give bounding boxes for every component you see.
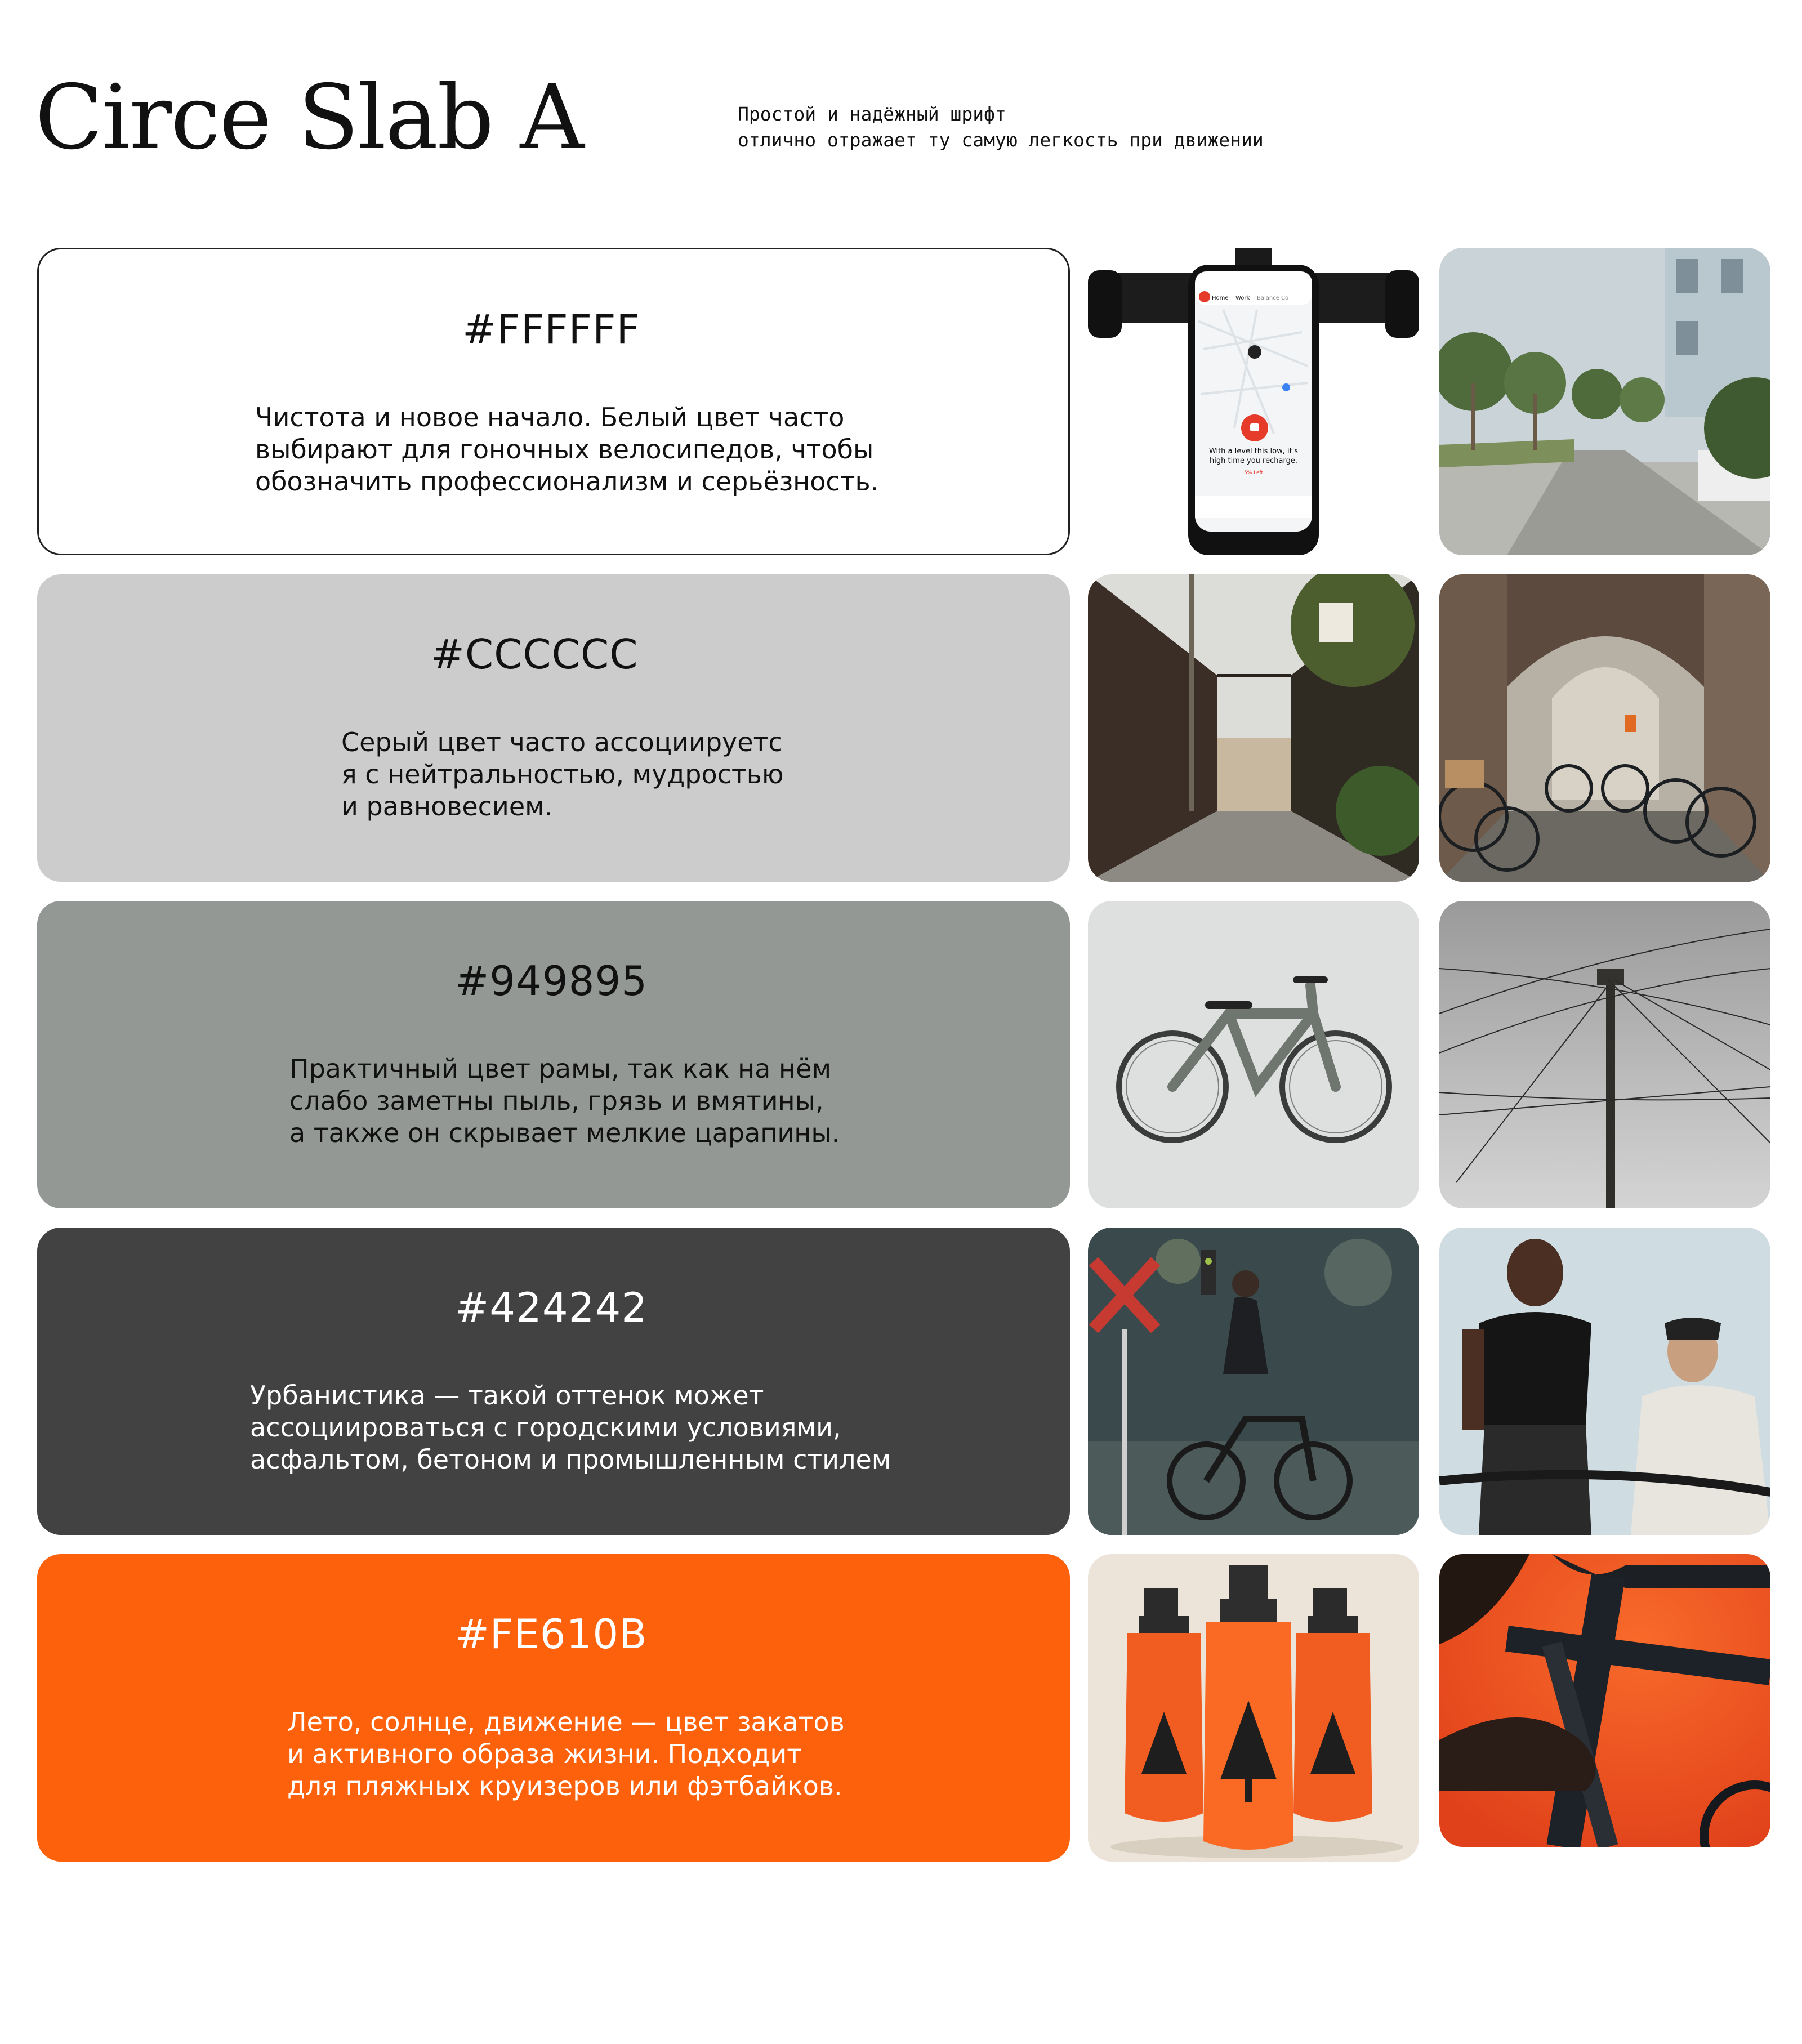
description-line: слабо заметны пыль, грязь и вмятины, bbox=[289, 1086, 824, 1116]
description-line: Практичный цвет рамы, так как на нём bbox=[289, 1054, 832, 1084]
swatch-hex: #FFFFFF bbox=[462, 306, 640, 353]
swatch-description bbox=[250, 1380, 891, 1476]
rider-orange-backdrop-photo bbox=[1439, 1554, 1770, 1847]
swatch-description bbox=[287, 1706, 845, 1802]
swatch-hex: #FE610B bbox=[455, 1610, 648, 1658]
page-title: Circe Slab A bbox=[35, 66, 583, 169]
palm-street-photo bbox=[1439, 248, 1770, 555]
night-cyclist-photo bbox=[1088, 1228, 1419, 1535]
description-line: Серый цвет часто ассоциируетс bbox=[341, 727, 783, 757]
description-line: а также он скрывает мелкие царапины. bbox=[289, 1118, 840, 1148]
description-line: и активного образа жизни. Подходит bbox=[287, 1739, 802, 1769]
arcade-bicycles-photo bbox=[1439, 574, 1770, 882]
description-line: Лето, солнце, движение — цвет закатов bbox=[287, 1707, 845, 1737]
description-line: ассоциироваться с городскими условиями, bbox=[250, 1412, 841, 1443]
description-line: я с нейтральностью, мудростью bbox=[341, 759, 784, 789]
tagline-line: отлично отражает ту самую легкость при движении bbox=[738, 129, 1264, 151]
swatch-card-light-gray bbox=[37, 574, 1070, 882]
description-line: обозначить профессионализм и серьёзность. bbox=[255, 466, 879, 497]
phone-message-line: With a level this low, it's bbox=[1208, 447, 1299, 456]
swatch-card-orange bbox=[37, 1554, 1070, 1862]
gray-ebike-photo bbox=[1088, 901, 1419, 1208]
phone-tab-other: Balance Co bbox=[1257, 295, 1289, 301]
swatch-description bbox=[289, 1053, 840, 1149]
phone-on-handlebar-photo bbox=[1088, 248, 1419, 555]
swatch-card-sage-gray bbox=[37, 901, 1070, 1208]
description-line: Чистота и новое начало. Белый цвет часто bbox=[255, 402, 845, 432]
swatch-description bbox=[341, 726, 784, 823]
phone-message-line: high time you recharge. bbox=[1210, 457, 1297, 465]
description-line: выбирают для гоночных велосипедов, чтобы bbox=[255, 434, 874, 465]
description-line: для пляжных круизеров или фэтбайков. bbox=[287, 1771, 842, 1801]
phone-tab-work: Work bbox=[1235, 295, 1250, 301]
description-line: и равновесием. bbox=[341, 791, 553, 822]
description-line: асфальтом, бетоном и промышленным стилем bbox=[250, 1444, 891, 1475]
tagline bbox=[738, 101, 1413, 153]
swatch-hex: #CCCCCC bbox=[430, 631, 639, 678]
swatch-card-dark-gray bbox=[37, 1228, 1070, 1535]
description-line: Урбанистика — такой оттенок может bbox=[250, 1380, 764, 1411]
swatch-card-white bbox=[37, 248, 1070, 555]
two-riders-photo bbox=[1439, 1228, 1770, 1535]
kyoto-alley-photo bbox=[1088, 574, 1419, 882]
swatch-hex: #949895 bbox=[454, 957, 648, 1005]
power-lines-photo bbox=[1439, 901, 1770, 1208]
orange-bottles-photo bbox=[1088, 1554, 1419, 1862]
swatch-description bbox=[255, 401, 878, 498]
phone-tab-home: Home bbox=[1212, 295, 1229, 301]
phone-battery-text: 5% Left bbox=[1243, 470, 1264, 476]
tagline-line: Простой и надёжный шрифт bbox=[738, 103, 1006, 125]
swatch-hex: #424242 bbox=[454, 1284, 648, 1331]
